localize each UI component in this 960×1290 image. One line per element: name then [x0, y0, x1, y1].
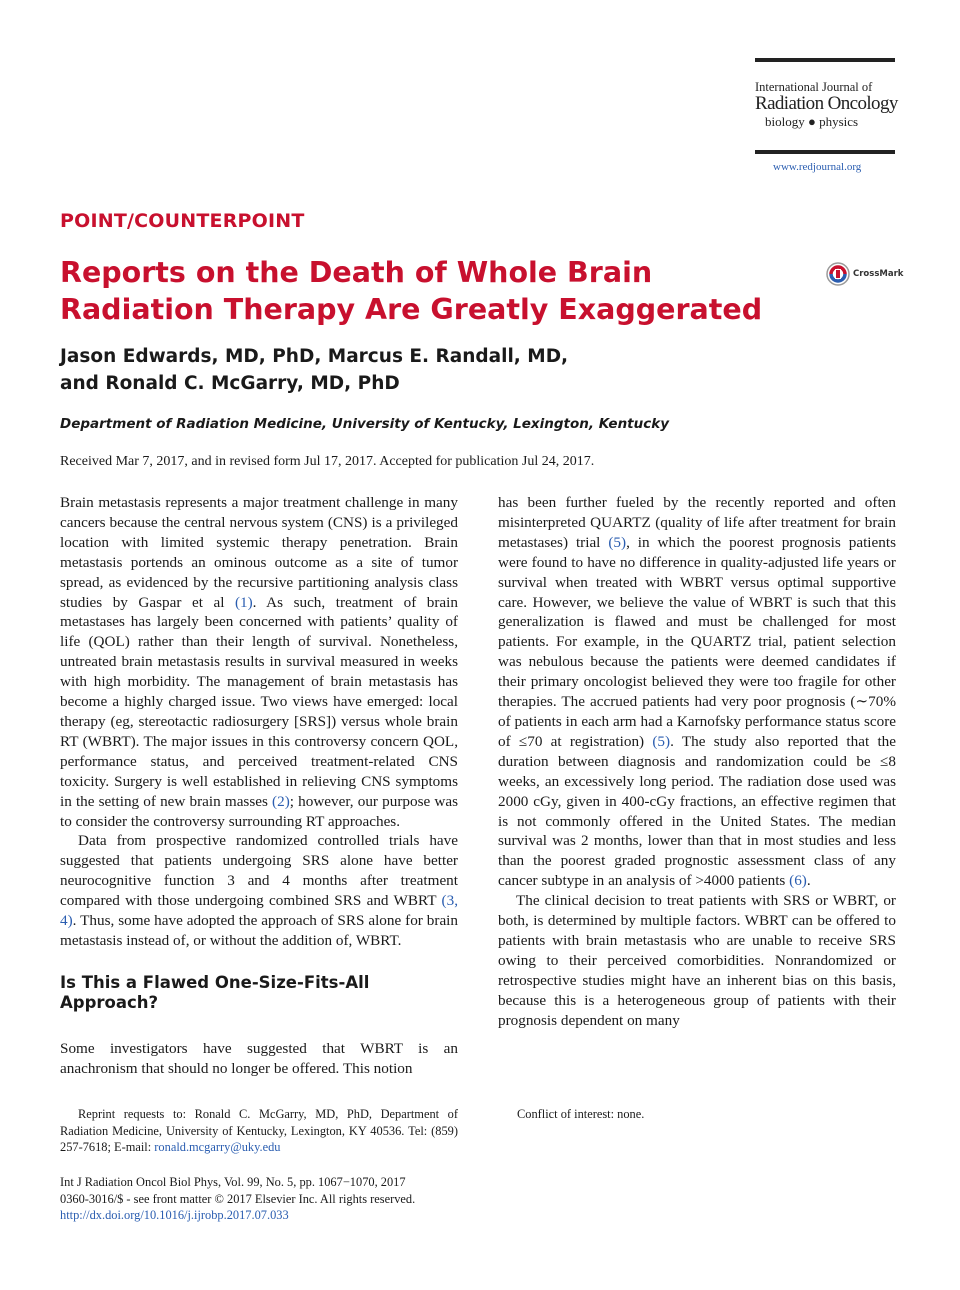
reference-link[interactable]: (5) — [608, 533, 627, 551]
author-list — [60, 343, 620, 397]
section-heading: Is This a Flawed One-Size-Fits-All Approach? — [60, 972, 370, 1012]
citation-block — [60, 1174, 480, 1224]
conflict-footnote: Conflict of interest: none. — [517, 1107, 645, 1121]
crossmark-icon — [826, 262, 850, 286]
reprint-footnote: Reprint requests to: Ronald C. McGarry, MD, PhD, Department of Radiation Medicine, University of Kentucky, Lexington, KY 40536. Tel: (859) 257-7618; E-mail: ronald.mcgarry@uky.edu — [60, 1107, 458, 1154]
crossmark-badge[interactable] — [826, 262, 903, 286]
crossmark-label: CrossMark — [853, 269, 904, 279]
affiliation: Department of Radiation Medicine, University of Kentucky, Lexington, Kentucky — [60, 416, 670, 432]
citation-line: Int J Radiation Oncol Biol Phys, Vol. 99, No. 5, pp. 1067−1070, 2017 — [60, 1175, 406, 1189]
journal-url-link[interactable]: www.redjournal.org — [773, 161, 862, 173]
paragraph: Brain metastasis represents a major treatment challenge in many cancers because the central nervous system (CNS) is a privileged location with limited systemic therapy penetration. Brain metastasis portends an ominous outcome as a site of tumor spread, as evidenced by the recursive partitioning analysis class studies by Gaspar et al (1). As such, treatment of brain metastases has largely been concerned with patients’ quality of life (QOL) rather than their length of survival. Nonetheless, untreated brain metastasis results in survival measured in weeks with high morbidity. The management of brain metastasis has become a highly charged issue. Two views have emerged: local therapy (eg, stereotactic radiosurgery [SRS]) versus whole brain RT (WBRT). The major issues in this controversy concern QOL, performance status, and perceived treatment-related CNS toxicity. Surgery is well established in relieving CNS symptoms in the setting of new brain masses (2); however, our purpose was to consider the controversy surrounding RT approaches. — [60, 494, 458, 830]
paragraph: Data from prospective randomized controlled trials have suggested that patients undergoing SRS alone have better neurocognitive function 3 and 4 months after treatment compared with those undergoing combined SRS and WBRT (3, 4). Thus, some have adopted the approach of SRS alone for brain metastasis instead of, or without the addition of, WBRT. — [60, 832, 458, 949]
doi-link[interactable]: http://dx.doi.org/10.1016/j.ijrobp.2017.07.033 — [60, 1208, 289, 1222]
body-column-right — [498, 493, 896, 1030]
journal-name-line1: International Journal of — [755, 80, 873, 94]
reference-link[interactable]: (3, 4) — [60, 892, 458, 930]
masthead-rule-bottom — [755, 150, 895, 154]
email-link[interactable]: ronald.mcgarry@uky.edu — [154, 1140, 281, 1154]
journal-name-line3: biology ● physics — [765, 114, 859, 129]
reference-link[interactable]: (6) — [789, 872, 807, 890]
article-dates: Received Mar 7, 2017, and in revised form Jul 17, 2017. Accepted for publication Jul 24, 2017. — [60, 454, 595, 469]
paragraph: The clinical decision to treat patients with SRS or WBRT, or both, is determined by multiple factors. WBRT can be offered to patients with brain metastasis who are unable to receive SRS owing to their perceived comorbidities. Nonrandomized or retrospective studies might have an inherent bias on this basis, because this is a heterogeneous group of patients with their prognosis dependent on many — [498, 892, 896, 1029]
masthead-rule-top — [755, 58, 895, 62]
authors-line2: and Ronald C. McGarry, MD, PhD — [60, 373, 400, 394]
copyright-line: 0360-3016/$ - see front matter © 2017 Elsevier Inc. All rights reserved. — [60, 1191, 416, 1206]
paragraph: Some investigators have suggested that WBRT is an anachronism that should no longer be offered. This notion — [60, 1039, 458, 1077]
reference-link[interactable]: (1) — [234, 593, 253, 611]
authors-line1: Jason Edwards, MD, PhD, Marcus E. Randall, MD, — [60, 346, 569, 367]
article-title: Reports on the Death of Whole Brain Radiation Therapy Are Greatly Exaggerated — [60, 256, 763, 326]
section-label: POINT/COUNTERPOINT — [60, 210, 305, 232]
journal-name-line2: Radiation Oncology — [755, 93, 898, 114]
reference-link[interactable]: (2) — [272, 792, 290, 810]
body-column-left — [60, 493, 458, 1078]
paragraph: has been further fueled by the recently reported and often misinterpreted QUARTZ (quality of life after treatment for brain metastases) trial (5), in which the poorest prognosis patients were found to have no difference in quality-adjusted life years or survival when treated with WBRT versus optimal supportive care. However, we believe the value of WBRT is such that this generalization is flawed and must be challenged for most patients. For example, in the QUARTZ trial, patient selection was nebulous because the patients were deemed candidates if their primary oncologist believed they were too fragile for other therapies. The accrued patients had very poor prognosis (∼70% of patients in each arm had a Karnofsky performance status score of ≤70 at registration) (5). The study also reported that the duration between diagnosis and randomization could be ≤8 weeks, an excessively long period. The radiation dose used was 2000 cGy, given in 400-cGy fractions, an effective regimen that is not commonly offered in the United States. The median survival was 2 months, lower than that in most studies and less than the poorest graded prognostic assessment class of any cancer subtype in an analysis of >4000 patients (6). — [498, 494, 897, 890]
journal-masthead — [755, 80, 900, 130]
reference-link[interactable]: (5) — [652, 732, 671, 750]
